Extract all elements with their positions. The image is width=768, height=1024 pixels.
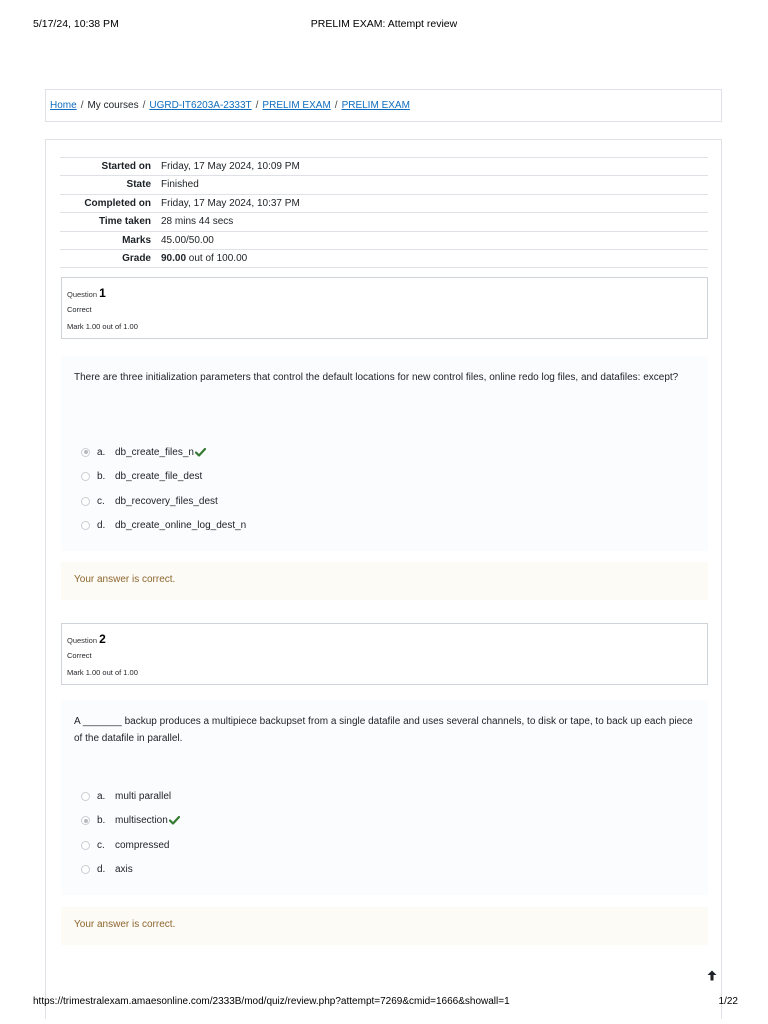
- radio-button[interactable]: [81, 472, 90, 481]
- option-letter: c.: [97, 839, 105, 851]
- summary-row-state: [60, 176, 708, 194]
- summary-row-grade: [60, 250, 708, 268]
- radio-button-selected[interactable]: [81, 448, 90, 457]
- option-text: db_create_files_n: [115, 446, 194, 458]
- summary-label: Time taken: [98, 216, 151, 228]
- back-to-top-button[interactable]: [700, 964, 724, 986]
- question-content-2: [61, 700, 708, 895]
- summary-value: Finished: [161, 179, 199, 191]
- breadcrumb-home-link[interactable]: Home: [50, 100, 77, 111]
- breadcrumb-separator: /: [255, 100, 259, 111]
- summary-label: Started on: [101, 161, 151, 172]
- option-letter: d.: [97, 864, 106, 876]
- answer-options: [81, 440, 246, 538]
- question-number: [67, 632, 707, 646]
- grade-out-of: out of 100.00: [186, 252, 248, 264]
- answer-option-b[interactable]: [81, 809, 180, 834]
- option-letter: b.: [97, 815, 106, 827]
- question-state: Correct: [67, 651, 92, 660]
- breadcrumb-my-courses: My courses: [87, 100, 139, 111]
- answer-option-a[interactable]: [81, 440, 246, 465]
- option-letter: d.: [97, 520, 106, 532]
- print-url: https://trimestralexam.amaesonline.com/2333B/mod/quiz/review.php?attempt=7269&cmid=1666&showall=1: [33, 996, 510, 1007]
- question-grade: Mark 1.00 out of 1.00: [67, 322, 138, 331]
- question-number-value: 2: [99, 632, 106, 646]
- question-content-1: [61, 356, 708, 551]
- option-text: db_create_file_dest: [115, 471, 203, 483]
- radio-button[interactable]: [81, 865, 90, 874]
- breadcrumb: [45, 89, 722, 122]
- summary-value: 28 mins 44 secs: [161, 216, 234, 228]
- print-page-number: 1/22: [718, 996, 738, 1007]
- option-text: db_recovery_files_dest: [115, 495, 218, 507]
- summary-label: Grade: [122, 252, 151, 264]
- feedback-text: Your answer is correct.: [74, 574, 176, 585]
- summary-row-started: [60, 158, 708, 176]
- grade-value: 90.00: [161, 252, 187, 264]
- option-letter: c.: [97, 495, 105, 507]
- question-text: There are three initialization parameters that control the default locations for new control files, online redo log files, and datafiles: except?: [74, 372, 679, 383]
- answer-option-a[interactable]: [81, 784, 180, 809]
- answer-options: [81, 784, 180, 882]
- attempt-summary-table: [60, 157, 708, 268]
- option-letter: b.: [97, 471, 106, 483]
- breadcrumb-course-link[interactable]: UGRD-IT6203A-2333T: [149, 100, 252, 111]
- summary-value: Friday, 17 May 2024, 10:37 PM: [161, 197, 300, 209]
- question-feedback-1: [61, 562, 708, 600]
- summary-row-time-taken: [60, 213, 708, 231]
- summary-label: Marks: [122, 234, 151, 246]
- question-prefix: Question: [67, 636, 98, 645]
- breadcrumb-separator: /: [334, 100, 338, 111]
- breadcrumb-section-link[interactable]: PRELIM EXAM: [262, 100, 331, 111]
- option-text: compressed: [115, 839, 170, 851]
- breadcrumb-separator: /: [80, 100, 84, 111]
- radio-button-selected[interactable]: [81, 816, 90, 825]
- breadcrumb-separator: /: [142, 100, 146, 111]
- print-page-title: PRELIM EXAM: Attempt review: [310, 18, 458, 30]
- arrow-up-icon: [707, 970, 717, 981]
- radio-button[interactable]: [81, 497, 90, 506]
- feedback-text: Your answer is correct.: [74, 919, 176, 930]
- print-header: [33, 18, 735, 32]
- question-feedback-2: [61, 907, 708, 945]
- answer-option-d[interactable]: [81, 514, 246, 539]
- question-text: A _______ backup produces a multipiece backupset from a single datafile and uses several channels, to disk or tape, to back up each piece of the datafile in parallel.: [74, 716, 693, 744]
- summary-row-completed: [60, 195, 708, 213]
- summary-value: 45.00/50.00: [161, 234, 214, 246]
- question-grade: Mark 1.00 out of 1.00: [67, 668, 138, 677]
- answer-option-c[interactable]: [81, 489, 246, 514]
- radio-button[interactable]: [81, 521, 90, 530]
- option-text: db_create_online_log_dest_n: [115, 520, 247, 532]
- check-icon: [195, 448, 206, 457]
- option-letter: a.: [97, 790, 106, 802]
- option-text: multi parallel: [115, 790, 172, 802]
- answer-option-c[interactable]: [81, 833, 180, 858]
- answer-option-b[interactable]: [81, 465, 246, 490]
- question-number-value: 1: [99, 286, 106, 300]
- summary-value: [161, 250, 708, 267]
- question-prefix: Question: [67, 290, 98, 299]
- answer-option-d[interactable]: [81, 858, 180, 883]
- print-footer: [33, 996, 738, 1010]
- summary-label: Completed on: [84, 197, 151, 209]
- check-icon: [169, 816, 180, 825]
- radio-button[interactable]: [81, 841, 90, 850]
- question-state: Correct: [67, 305, 92, 314]
- radio-button[interactable]: [81, 792, 90, 801]
- print-timestamp: 5/17/24, 10:38 PM: [33, 18, 119, 30]
- breadcrumb-quiz-link[interactable]: PRELIM EXAM: [341, 100, 410, 111]
- option-letter: a.: [97, 446, 106, 458]
- question-info-1: [61, 277, 708, 339]
- option-text: axis: [115, 864, 133, 876]
- summary-value: Friday, 17 May 2024, 10:09 PM: [161, 161, 300, 172]
- summary-row-marks: [60, 232, 708, 250]
- summary-label: State: [126, 179, 151, 191]
- question-number: [67, 286, 707, 300]
- option-text: multisection: [115, 815, 168, 827]
- question-info-2: [61, 623, 708, 685]
